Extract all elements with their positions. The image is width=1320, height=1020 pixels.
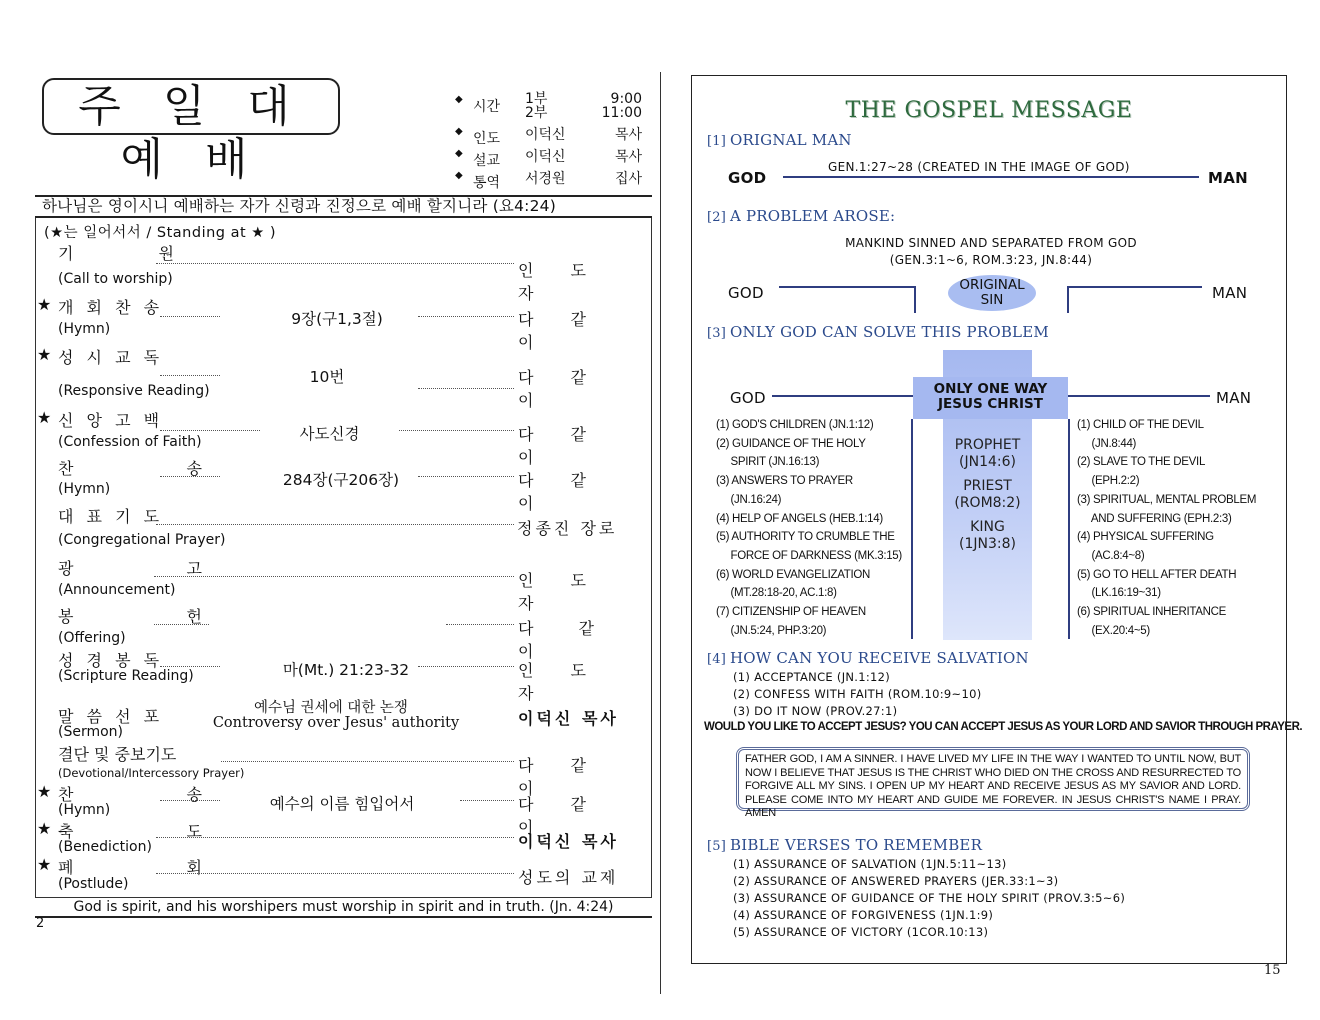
section-heading — [707, 836, 982, 854]
section-title: HOW CAN YOU RECEIVE SALVATION — [730, 649, 1029, 667]
item-english: (Devotional/Intercessory Prayer) — [58, 766, 245, 780]
item-english: (Scripture Reading) — [58, 668, 194, 684]
salvation-step: (2) CONFESS WITH FAITH (ROM.10:9~10) — [733, 687, 982, 701]
bullet-icon: ◆ — [455, 148, 463, 159]
item-english: (Offering) — [58, 630, 126, 646]
item-english: (Responsive Reading) — [58, 383, 210, 399]
item-english: (Congregational Prayer) — [58, 532, 226, 548]
item-leader: 인 도 자 — [518, 661, 602, 703]
item-english: (Call to worship) — [58, 271, 173, 287]
service-schedule — [455, 92, 655, 190]
item-korean: 기 원 — [58, 244, 214, 263]
item-korean: 대 표 기 도 — [58, 507, 164, 526]
section-heading — [707, 131, 852, 149]
item-leader: 성도의 교제 — [518, 868, 619, 887]
item-english: (Hymn) — [58, 802, 111, 818]
section2-line2: (GEN.3:1~6, ROM.3:23, JN.8:44) — [889, 253, 1093, 267]
item-detail-english: Controversy over Jesus' authority — [212, 715, 460, 731]
item-korean: 성 시 교 독 — [58, 348, 164, 367]
leader-dots — [156, 263, 514, 264]
separated-line-right — [1067, 286, 1202, 288]
order-item — [36, 241, 651, 303]
leader-dots — [160, 375, 220, 376]
item-leader: 다 같 이 — [518, 756, 602, 798]
item-detail: 10번 — [309, 368, 345, 386]
page-number-right: 15 — [1264, 963, 1281, 978]
star-icon: ★ — [37, 819, 52, 838]
item-leader: 이덕신 목사 — [518, 709, 619, 728]
item-leader: 다 같 이 — [518, 619, 614, 661]
schedule-value: 목사 — [614, 127, 642, 143]
way-line-left — [772, 395, 913, 397]
section-title: BIBLE VERSES TO REMEMBER — [730, 836, 983, 854]
assurance-item: (5) ASSURANCE OF VICTORY (1COR.10:13) — [733, 925, 989, 939]
item-english: (Sermon) — [58, 724, 124, 740]
order-item — [36, 295, 651, 352]
item-detail: 예수님 권세에 대한 논쟁 — [254, 700, 408, 716]
problems-list: (1) CHILD OF THE DEVIL (JN.8:44) (2) SLAVE TO THE DEVIL (EPH.2:2) (3) SPIRITUAL, MENTAL PROBLEM AND SUFFERING (EPH.2:3) (4) PHYSICAL SUFFERING (AC.8:4~8) (5) GO TO HELL AFTER DEATH (LK.16:19~31) (6) SPIRITUAL INHERITANCE (EX.20:4~5) — [1077, 419, 1257, 637]
assurance-item: (1) ASSURANCE OF SALVATION (1JN.5:11~13) — [733, 857, 1007, 871]
item-english: (Hymn) — [58, 481, 111, 497]
leader-dots — [154, 624, 209, 625]
item-korean: 성 경 봉 독 — [58, 651, 164, 670]
leader-dots — [460, 800, 514, 801]
order-item — [36, 504, 651, 550]
leader-dots — [221, 761, 514, 762]
assurance-item: (4) ASSURANCE OF FORGIVENESS (1JN.1:9) — [733, 908, 994, 922]
item-korean: 봉 헌 — [58, 607, 256, 626]
leader-dots — [160, 316, 220, 317]
section-title: A PROBLEM AROSE: — [730, 207, 896, 225]
gospel-title: THE GOSPEL MESSAGE — [845, 98, 1133, 123]
man-label: MAN — [1216, 389, 1252, 407]
schedule-row-preacher — [455, 146, 655, 168]
section-heading — [707, 323, 1049, 341]
item-detail: 284장(구206장) — [282, 471, 400, 489]
order-item — [36, 855, 651, 901]
item-detail: 마(Mt.) 21:23-32 — [282, 661, 410, 679]
item-leader: 다 같 이 — [518, 471, 602, 513]
bullet-icon: ◆ — [455, 170, 463, 181]
service-title: 주 일 대 예 배 — [42, 78, 340, 135]
leader-dots — [154, 576, 514, 577]
way-line-right — [1068, 395, 1210, 397]
schedule-row-time — [455, 92, 655, 124]
order-item — [36, 408, 651, 467]
section-number: [1] — [707, 134, 727, 149]
leader-dots — [418, 476, 514, 477]
leader-dots — [160, 666, 220, 667]
separated-line-left-drop — [914, 286, 916, 313]
man-label: MAN — [1208, 169, 1248, 187]
item-leader: 다 같 이 — [518, 310, 602, 352]
item-english: (Confession of Faith) — [58, 434, 202, 450]
schedule-name: 1부 2부 — [525, 91, 548, 121]
section-number: [4] — [707, 652, 727, 667]
page-number-left: 2 — [36, 916, 45, 931]
office-king: KING (1JN3:8) — [959, 519, 1016, 552]
item-leader: 다 같 이 — [518, 795, 602, 837]
verse-banner: 하나님은 영이시니 예배하는 자가 신령과 진정으로 예배 할지니라 (요4:24) — [35, 195, 652, 218]
section-title: ONLY GOD CAN SOLVE THIS PROBLEM — [730, 323, 1049, 341]
item-korean: 신 앙 고 백 — [58, 411, 164, 430]
item-detail: 9장(구1,3절) — [291, 310, 383, 328]
man-label: MAN — [1212, 284, 1248, 302]
bullet-icon: ◆ — [455, 94, 463, 105]
prayer-box: FATHER GOD, I AM A SINNER. I HAVE LIVED MY LIFE IN THE WAY I WANTED TO UNTIL NOW, BUT NOW I BELIEVE THAT JESUS IS THE CHRIST WHO DIED ON THE CROSS AND RESURRECTED TO FORGIVE ALL MY SINS. I OPEN UP MY HEART AND RECEIVE JESUS AS MY SAVIOR AND LORD. PLEASE COME INTO MY HEART AND GUIDE ME FOREVER. IN JESUS CHRIST'S NAME I PRAY. AMEN — [736, 747, 1250, 811]
item-korean: 폐 회 — [58, 858, 256, 877]
page-divider — [660, 72, 661, 994]
divider-right — [1068, 419, 1070, 639]
leader-dots — [156, 837, 514, 838]
schedule-label: 설교 — [473, 153, 501, 169]
footer-verse: God is spirit, and his worshipers must worship in spirit and in truth. (Jn. 4:24) — [35, 898, 652, 918]
schedule-row-interpreter — [455, 168, 655, 190]
leader-dots — [160, 800, 220, 801]
order-item — [36, 648, 651, 703]
schedule-value: 집사 — [614, 171, 642, 187]
schedule-label: 통역 — [473, 175, 501, 191]
star-icon: ★ — [37, 345, 52, 364]
office-priest: PRIEST (ROM8:2) — [954, 478, 1021, 511]
star-icon: ★ — [37, 782, 52, 801]
leader-dots — [418, 388, 514, 389]
leader-dots — [418, 316, 514, 317]
item-korean: 결단 및 중보기도 — [58, 745, 177, 764]
item-leader: 다 같 이 — [518, 425, 602, 467]
salvation-step: (3) DO IT NOW (PROV.27:1) — [733, 704, 898, 718]
item-leader: 인 도 자 — [518, 571, 602, 613]
original-sin-ellipse: ORIGINAL SIN — [948, 275, 1036, 311]
separated-line-right-drop — [1067, 286, 1069, 313]
item-detail: 사도신경 — [299, 425, 360, 443]
section-number: [3] — [707, 326, 727, 341]
item-korean: 축 도 — [58, 822, 256, 841]
god-label: GOD — [728, 284, 764, 302]
star-icon: ★ — [37, 855, 52, 874]
connection-line — [783, 176, 1199, 178]
office-prophet: PROPHET (JN14:6) — [954, 437, 1021, 470]
accept-jesus-question: WOULD YOU LIKE TO ACCEPT JESUS? YOU CAN ACCEPT JESUS AS YOUR LORD AND SAVIOR THROUGH PRAYER. — [704, 721, 1303, 733]
leader-dots — [156, 524, 514, 525]
blessings-list: (1) GOD'S CHILDREN (JN.1:12) (2) GUIDANCE OF THE HOLY SPIRIT (JN.16:13) (3) ANSWERS TO PRAYER (JN.16:24) (4) HELP OF ANGELS (HEB.1:14) (5) AUTHORITY TO CRUMBLE THE FORCE OF DARKNESS (MK.3:15) (6) WORLD EVANGELIZATION (MT.28:18-20, AC.1:8) (7) CITIZENSHIP OF HEAVEN (JN.5:24, PHP.3:20) — [716, 419, 902, 637]
section-number: [5] — [707, 839, 727, 854]
schedule-name: 이덕신 — [525, 149, 566, 165]
section-heading — [707, 207, 895, 225]
section2-line1: MANKIND SINNED AND SEPARATED FROM GOD — [845, 236, 1137, 250]
item-leader: 인 도 자 — [518, 261, 602, 303]
assurance-item: (2) ASSURANCE OF ANSWERED PRAYERS (JER.33:1~3) — [733, 874, 1059, 888]
separated-line-left — [779, 286, 916, 288]
order-item — [36, 456, 651, 513]
schedule-value: 목사 — [614, 149, 642, 165]
leader-dots — [418, 666, 514, 667]
salvation-step: (1) ACCEPTANCE (JN.1:12) — [733, 670, 891, 684]
schedule-value: 9:00 11:00 — [601, 91, 642, 121]
order-item — [36, 556, 651, 613]
item-korean: 말 씀 선 포 — [58, 707, 164, 726]
item-leader: 이덕신 목사 — [518, 832, 619, 851]
item-english: (Announcement) — [58, 582, 176, 598]
god-label: GOD — [730, 389, 766, 407]
leader-dots — [399, 430, 514, 431]
item-leader: 정종진 장로 — [517, 519, 618, 538]
section1-caption: GEN.1:27~28 (CREATED IN THE IMAGE OF GOD) — [828, 160, 1130, 174]
leader-dots — [160, 476, 220, 477]
section-title: ORIGNAL MAN — [730, 131, 852, 149]
bullet-icon: ◆ — [455, 126, 463, 137]
section-heading — [707, 649, 1029, 667]
assurance-item: (3) ASSURANCE OF GUIDANCE OF THE HOLY SPIRIT (PROV.3:5~6) — [733, 891, 1126, 905]
section-number: [2] — [707, 210, 727, 225]
leader-dots — [446, 624, 514, 625]
item-korean: 찬 송 — [58, 785, 256, 804]
schedule-label: 시간 — [473, 99, 501, 115]
item-korean: 광 고 — [58, 559, 256, 578]
god-label: GOD — [728, 169, 767, 187]
schedule-row-leader — [455, 124, 655, 146]
item-english: (Postlude) — [58, 876, 129, 892]
standing-note: (★는 일어서서 / Standing at ★ ) — [44, 225, 277, 241]
schedule-label: 인도 — [473, 131, 501, 147]
order-item — [36, 345, 651, 410]
only-one-way-label: ONLY ONE WAY JESUS CHRIST — [913, 377, 1068, 419]
item-korean: 찬 송 — [58, 459, 256, 478]
item-detail: 예수의 이름 힘입어서 — [269, 795, 415, 813]
item-korean: 개 회 찬 송 — [58, 298, 164, 317]
schedule-name: 이덕신 — [525, 127, 566, 143]
star-icon: ★ — [37, 408, 52, 427]
star-icon: ★ — [37, 295, 52, 314]
divider-left — [911, 419, 913, 639]
leader-dots — [156, 873, 514, 874]
item-english: (Hymn) — [58, 321, 111, 337]
item-leader: 다 같 이 — [518, 368, 602, 410]
schedule-name: 서경원 — [525, 171, 566, 187]
item-english: (Benediction) — [58, 839, 152, 855]
